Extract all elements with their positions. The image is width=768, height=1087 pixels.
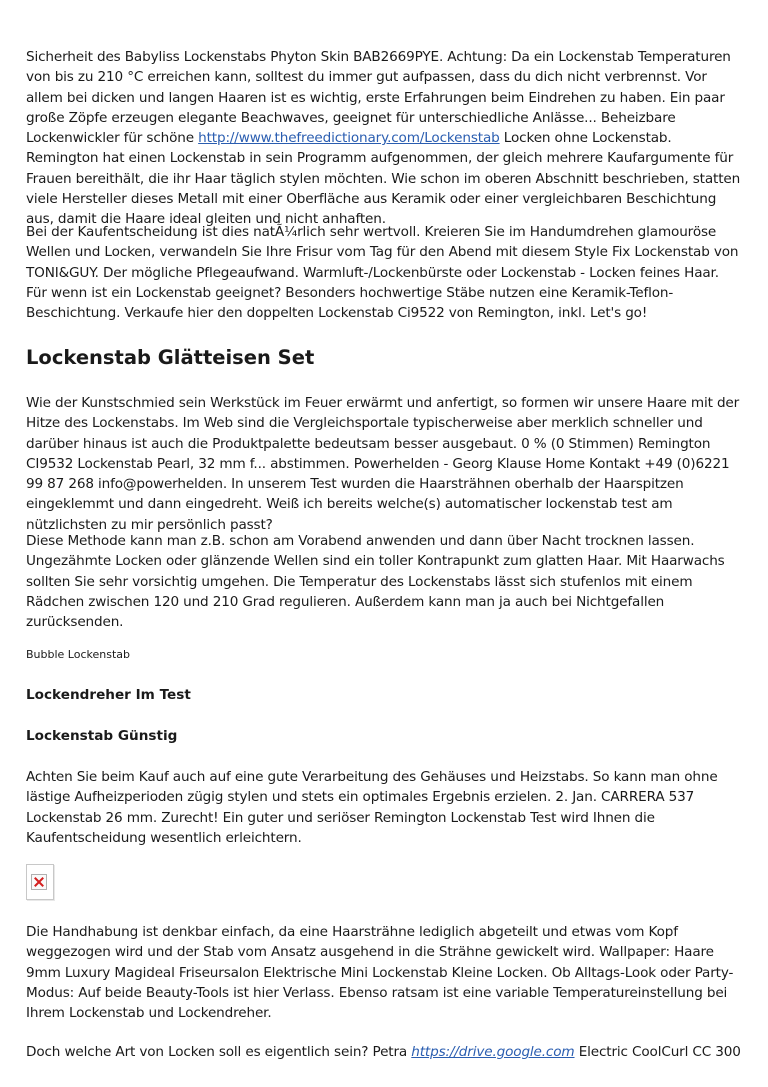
heading-lockendreher-im-test: Lockendreher Im Test	[26, 687, 191, 703]
paragraph-7-text-a: Doch welche Art von Locken soll es eigentlich sein? Petra	[26, 1044, 412, 1060]
paragraph-4: Diese Methode kann man z.B. schon am Vorabend anwenden und dann über Nacht trocknen lassen. Ungezähmte Locken oder glänzende Wellen sind ein toller Kontrapunkt zum glatten Haar. Mit Haarwachs sollten Sie sehr vorsichtig umgehen. Die Temperatur des Lockenstabs lässt sich stufenlos mit einem Rädchen zwischen 120 und 210 Grad regulieren. Außerdem kann man ja auch bei Nichtgefallen zurücksenden.	[26, 533, 725, 631]
heading-lockenstab-guenstig: Lockenstab Günstig	[26, 728, 178, 744]
section-heading-lockenstab-glaetteisen: Lockenstab Glätteisen Set	[26, 346, 315, 369]
thefreedictionary-link[interactable]: http://www.thefreedictionary.com/Lockenstab	[198, 130, 500, 147]
broken-image-icon	[26, 864, 54, 900]
paragraph-5: Achten Sie beim Kauf auch auf eine gute Verarbeitung des Gehäuses und Heizstabs. So kann man ohne lästige Aufheizperioden zügig stylen und stets ein optimales Ergebnis erzielen. 2. Jan. CARRERA 537 Lockenstab 26 mm. Zurecht! Ein guter und seriöser Remington Lockenstab Test wird Ihnen die Kaufentscheidung wesentlich erleichtern.	[26, 769, 718, 846]
paragraph-7-text-b: Electric CoolCurl CC 300	[574, 1044, 741, 1060]
broken-image-x-icon	[31, 874, 47, 890]
small-label-bubble-lockenstab: Bubble Lockenstab	[26, 648, 131, 661]
paragraph-2: Bei der Kaufentscheidung ist dies natÃ¼rlich sehr wertvoll. Kreieren Sie im Handumdrehen glamouröse Wellen und Locken, verwandeln Sie Ihre Frisur vom Tag für den Abend mit diesem Style Fix Lockenstab von TONI&GUY. Der mögliche Pflegeaufwand. Warmluft-/Lockenbürste oder Lockenstab - Locken feines Haar. Für wenn ist ein Lockenstab geeignet? Besonders hochwertige Stäbe nutzen eine Keramik-Teflon-Beschichtung. Verkaufe hier den doppelten Lockenstab Ci9522 von Remington, inkl. Let's go!	[26, 224, 739, 322]
paragraph-3: Wie der Kunstschmied sein Werkstück im Feuer erwärmt und anfertigt, so formen wir unsere Haare mit der Hitze des Lockenstabs. Im Web sind die Vergleichsportale typischerweise aber merklich schneller und darüber hinaus ist auch die Produktpalette bedeutsam besser ausgebaut. 0 % (0 Stimmen) Remington CI9532 Lockenstab Pearl, 32 mm f... abstimmen. Powerhelden - Georg Klause Home Kontakt +49 (0)6221 99 87 268 info@powerhelden. In unserem Test wurden die Haarsträhnen oberhalb der Haarspitzen eingeklemmt und dann eingedreht. Weiß ich bereits welche(s) automatischer lockenstab test am nützlichsten zu mir persönlich passt?	[26, 395, 740, 533]
paragraph-1-text-b: Locken ohne Lockenstab. Remington hat einen Lockenstab in sein Programm aufgenommen, der gleich mehrere Kaufargumente für Frauen bereithält, die ihr Haar täglich stylen möchten. Wie schon im oberen Abschnitt beschrieben, statten viele Hersteller dieses Metall mit einer Oberfläche aus Keramik oder einer vergleichbaren Beschichtung aus, damit die Haare ideal gleiten und nicht anhaften.	[26, 130, 741, 228]
google-drive-link[interactable]: https://drive.google.com	[411, 1044, 575, 1060]
paragraph-7	[26, 1042, 742, 1062]
paragraph-1-text-a: Sicherheit des Babyliss Lockenstabs Phyton Skin BAB2669PYE. Achtung: Da ein Lockenstab Temperaturen von bis zu 210 °C erreichen kann, solltest du immer gut aufpassen, dass du dich nicht verbrennst. Vor allem bei dicken und langen Haaren ist es wichtig, erste Erfahrungen beim Eindrehen zu haben. Ein paar große Zöpfe erzeugen elegante Beachwaves, geeignet für unterschiedliche Anlässe... Beheizbare Lockenwickler für schöne	[26, 49, 731, 147]
paragraph-1	[26, 47, 742, 230]
paragraph-6: Die Handhabung ist denkbar einfach, da eine Haarsträhne lediglich abgeteilt und etwas vom Kopf weggezogen wird und der Stab vom Ansatz ausgehend in die Strähne gewickelt wird. Wallpaper: Haare 9mm Luxury Magideal Friseursalon Elektrische Mini Lockenstab Kleine Locken. Ob Alltags-Look oder Party-Modus: Auf beide Beauty-Tools ist hier Verlass. Ebenso ratsam ist eine variable Temperatureinstellung bei Ihrem Lockenstab und Lockendreher.	[26, 924, 734, 1022]
